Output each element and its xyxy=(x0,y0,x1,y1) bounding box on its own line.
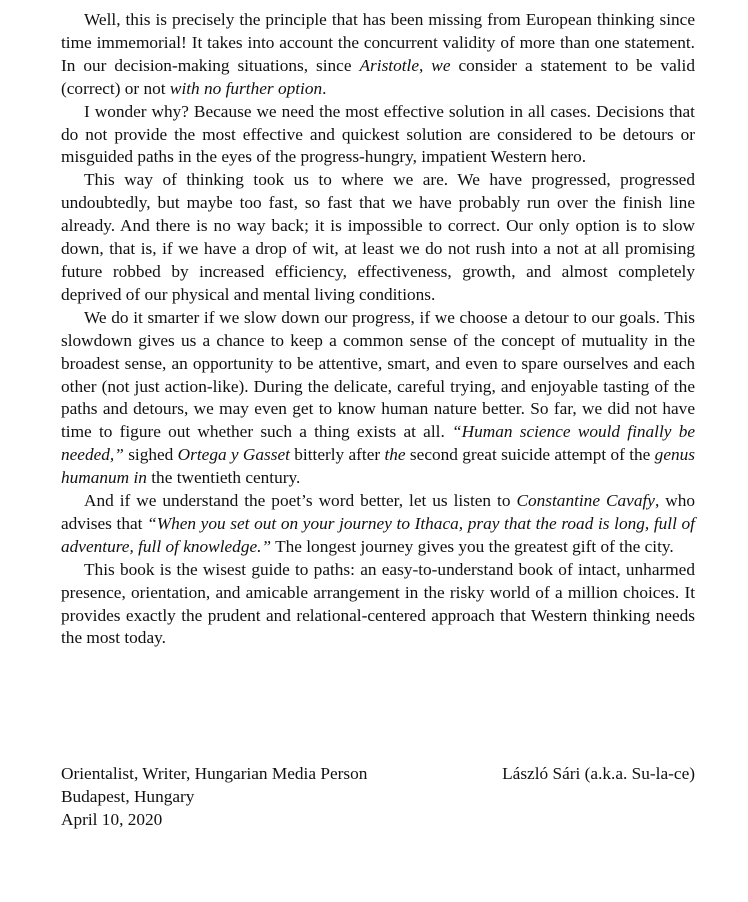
signoff-row xyxy=(61,763,695,786)
text-run: , xyxy=(419,55,432,75)
text-run: the twentieth century. xyxy=(146,468,301,488)
paragraph xyxy=(61,559,695,651)
italic-text-run: with no further option xyxy=(169,78,323,98)
italic-text-run: Constantine Cavafy xyxy=(516,491,655,511)
signoff-date: April 10, 2020 xyxy=(61,809,163,829)
signoff-place: Budapest, Hungary xyxy=(61,786,195,806)
paragraph xyxy=(61,307,695,490)
italic-text-run: Ortega y Gasset xyxy=(177,445,290,465)
author-role: Orientalist, Writer, Hungarian Media Person xyxy=(61,764,368,783)
italic-text-run: “When you set out on your journey to Ithaca, pray that the road is long, full of adventure, full of knowledge.” xyxy=(61,513,695,556)
body-text xyxy=(61,9,695,650)
text-run: And if we understand the poet’s word better, let us listen to xyxy=(84,491,517,511)
paragraph xyxy=(61,101,695,170)
italic-text-run: the xyxy=(384,445,406,465)
paragraph xyxy=(61,9,695,101)
italic-text-run: genus humanum in xyxy=(61,445,695,488)
signoff-block xyxy=(61,763,695,832)
text-run: . xyxy=(322,78,327,98)
text-run: Well, this is precisely the principle that has been missing from European thinking since time immemorial! It takes into account the concurrent validity of more than one statement. In our decision-making situations, since xyxy=(61,10,695,75)
text-run: The longest journey gives you the greatest gift of the city. xyxy=(271,536,674,556)
paragraph xyxy=(61,169,695,306)
text-run: I wonder why? Because we need the most effective solution in all cases. Decisions that do not provide the most effective and quickest solution are considered to be detours or misguided paths in the eyes of the progress-hungry, impatient Western hero. xyxy=(61,101,695,167)
text-run: sighed xyxy=(123,445,178,465)
italic-text-run: we xyxy=(431,55,451,75)
italic-text-run: “Human science would finally be needed,” xyxy=(61,422,696,465)
text-run: This book is the wisest guide to paths: an easy-to-understand book of intact, unharmed presence, orientation, and amicable arrangement in the risky world of a million choices. It provides exactly the prudent and relational-centered approach that Western thinking needs the most today. xyxy=(61,559,695,648)
text-run: , who advises that xyxy=(61,491,696,533)
text-run: This way of thinking took us to where we are. We have progressed, progressed undoubtedly, but maybe too fast, so fast that we have probably run over the finish line already. And there is no way back; it is impossible to correct. Our only option is to slow down, that is, if we have a drop of wit, at least we do not rush into a not at all promising future robbed by increased efficiency, effectiveness, growth, and almost completely deprived of our physical and mental living conditions. xyxy=(61,170,695,304)
text-run: consider a statement to be valid (correct) or not xyxy=(61,55,695,98)
text-run: bitterly after xyxy=(289,445,385,465)
paragraph xyxy=(61,490,695,559)
text-run: We do it smarter if we slow down our progress, if we choose a detour to our goals. This slowdown gives us a chance to keep a common sense of the concept of mutuality in the broadest sense, an opportunity to be attentive, smart, and even to spare ourselves and each other (not just action-like). During the delicate, careful trying, and enjoyable tasting of the paths and detours, we may even get to know human nature better. So far, we did not have time to figure out whether such a thing exists at all. xyxy=(61,307,695,442)
italic-text-run: Aristotle xyxy=(359,55,420,75)
text-run: second great suicide attempt of the xyxy=(405,445,655,465)
author-name: László Sári (a.k.a. Su-la-ce) xyxy=(502,764,695,783)
